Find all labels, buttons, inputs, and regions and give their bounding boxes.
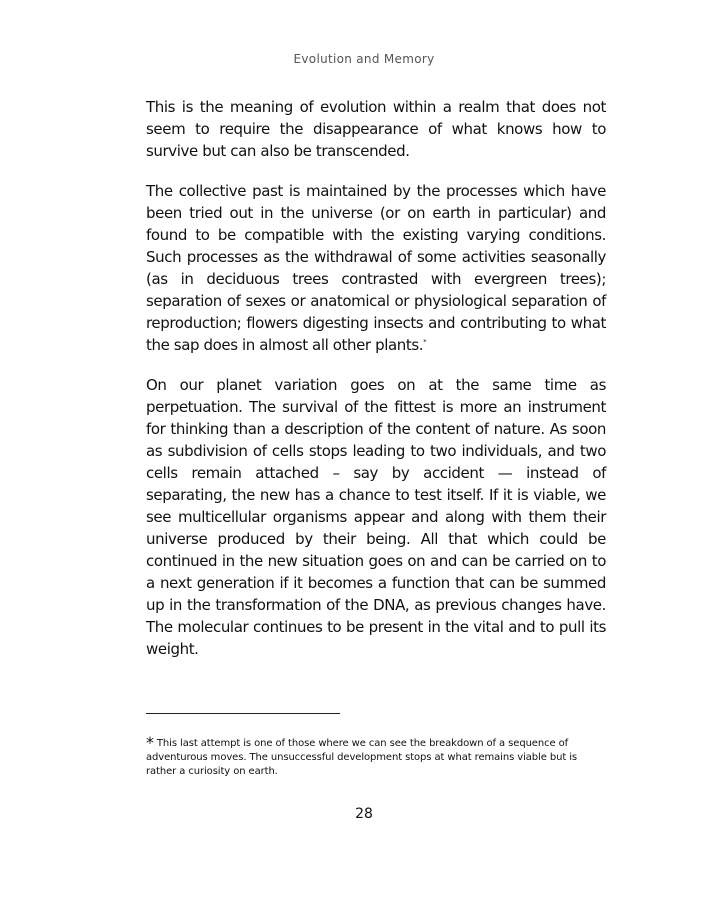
paragraph-2-text: The collective past is maintained by the processes which have been tried out in the universe (or on earth in particular) and found to be compatible with the existing varying conditions. Such processes as the withdrawal of some activities seasonally (as in deciduous trees contrasted with evergreen trees); separation of sexes or anatomical or physiological separation of reproduction; flowers digesting insects and contributing to what the sap does in almost all other plants.	[146, 182, 606, 354]
footnote-text: This last attempt is one of those where we can see the breakdown of a sequence of adventurous moves. The unsuccessful development stops at what remains viable but is rather a curiosity on earth.	[146, 738, 578, 777]
paragraph-2	[146, 180, 606, 356]
running-header: Evolution and Memory	[293, 52, 435, 66]
body-text	[146, 96, 606, 678]
footnote-marker: *	[146, 733, 154, 752]
paragraph-3: On our planet variation goes on at the same time as perpetuation. The survival of the fittest is more an instrument for thinking than a description of the content of nature. As soon as subdivision of cells stops leading to two individuals, and two cells remain attached – say by accident — instead of separating, the new has a chance to test itself. If it is viable, we see multicellular organisms appear and along with them their universe produced by their being. All that which could be continued in the new situation goes on and can be carried on to a next generation if it becomes a function that can be summed up in the transformation of the DNA, as previous changes have. The molecular continues to be present in the vital and to pull its weight.	[146, 376, 606, 658]
page-number: 28	[355, 806, 373, 822]
footnote	[146, 733, 608, 779]
footnote-separator	[146, 713, 340, 714]
footnote-reference: *	[423, 338, 427, 346]
paragraph-1: This is the meaning of evolution within a realm that does not seem to require the disappearance of what knows how to survive but can also be transcended.	[146, 98, 606, 160]
